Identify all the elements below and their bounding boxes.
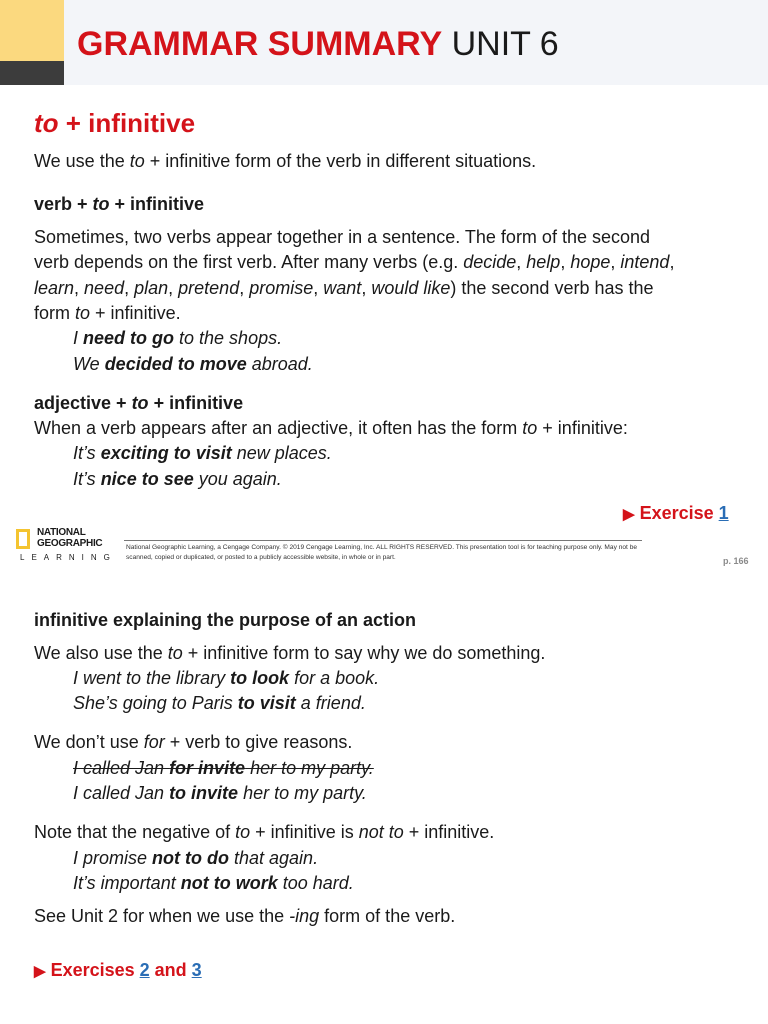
subheading-purpose: infinitive explaining the purpose of an action (34, 610, 417, 630)
section-title: to + infinitive (34, 108, 196, 138)
exercises-2-3-link[interactable]: ▶ Exercises 2 and 3 (34, 960, 202, 980)
example-sentence: She’s going to Paris to visit a friend. (73, 693, 366, 713)
example-sentence: I went to the library to look for a book. (73, 668, 380, 688)
example-sentence: I promise not to do that again. (73, 848, 319, 868)
example-sentence: I need to go to the shops. (73, 328, 283, 348)
paragraph-line: Sometimes, two verbs appear together in a sentence. The form of the second (34, 227, 651, 247)
incorrect-example-sentence: I called Jan for invite her to my party. (73, 758, 374, 778)
header-dark-block (0, 61, 64, 85)
intro-text: We use the to + infinitive form of the verb in different situations. (34, 151, 537, 171)
page-title: GRAMMAR SUMMARY UNIT 6 (77, 25, 559, 63)
play-triangle-icon: ▶ (623, 506, 635, 523)
copyright-footer: National Geographic Learning, a Cengage Company. © 2019 Cengage Learning, Inc. ALL RIGHTS RESERVED. This presentation tool is for teaching purpose only. May not be scanned, copied or duplicated, or posted to a publicly accessible website, in whole or in part. (126, 544, 638, 561)
paragraph-line: We also use the to + infinitive form to say why we do something. (34, 643, 546, 663)
slide-purpose-infinitive (0, 584, 768, 1024)
subheading-verb-to-infinitive: verb + to + infinitive (34, 194, 205, 214)
paragraph-line: When a verb appears after an adjective, it often has the form to + infinitive: (34, 418, 628, 438)
paragraph-line: form to + infinitive. (34, 303, 181, 323)
header-yellow-block (0, 0, 64, 61)
paragraph-line: Note that the negative of to + infinitive is not to + infinitive. (34, 822, 495, 842)
example-sentence: It’s exciting to visit new places. (73, 443, 332, 463)
page-number: p. 166 (723, 556, 749, 566)
example-sentence: We decided to move abroad. (73, 354, 313, 374)
paragraph-line: See Unit 2 for when we use the -ing form of the verb. (34, 906, 456, 926)
paragraph-line: verb depends on the first verb. After many verbs (e.g. decide, help, hope, intend, (34, 252, 675, 272)
exercise-1-link[interactable]: ▶ Exercise 1 (623, 503, 729, 523)
example-sentence: I called Jan to invite her to my party. (73, 783, 367, 803)
paragraph-line: learn, need, plan, pretend, promise, want, would like) the second verb has the (34, 278, 654, 298)
national-geographic-logo: NATIONAL GEOGRAPHIC LEARNING (16, 527, 106, 567)
footer-divider (124, 540, 642, 541)
play-triangle-icon: ▶ (34, 963, 46, 980)
subheading-adjective-to-infinitive: adjective + to + infinitive (34, 393, 244, 413)
paragraph-line: We don’t use for + verb to give reasons. (34, 732, 353, 752)
example-sentence: It’s nice to see you again. (73, 469, 282, 489)
yellow-frame-icon (16, 529, 30, 549)
example-sentence: It’s important not to work too hard. (73, 873, 354, 893)
